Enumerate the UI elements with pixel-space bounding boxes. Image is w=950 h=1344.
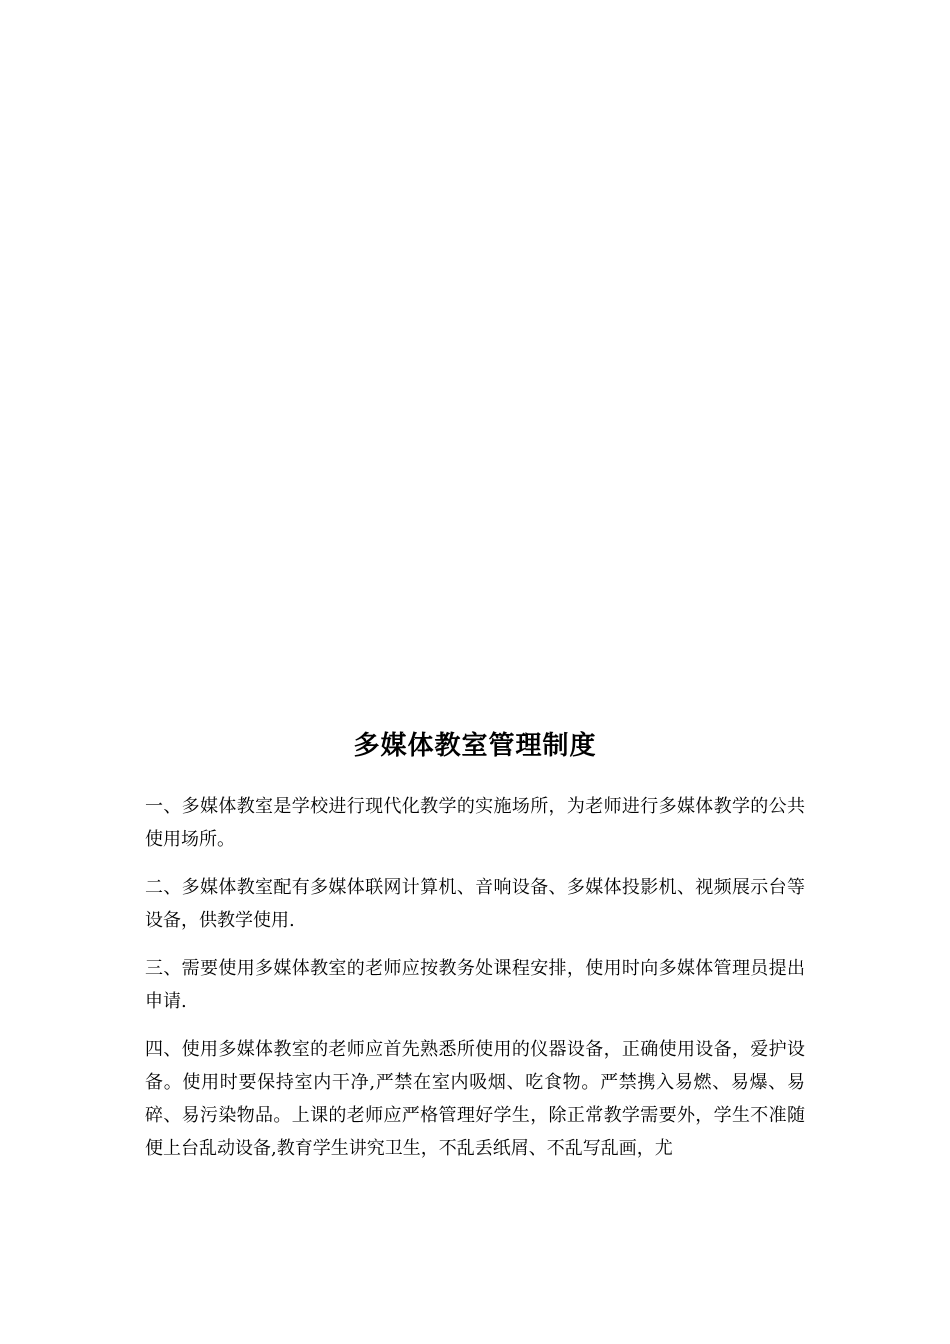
document-title: 多媒体教室管理制度: [353, 731, 597, 761]
paragraph-2: 二、多媒体教室配有多媒体联网计算机、音响设备、多媒体投影机、视频展示台等设备，供教学使用.: [145, 877, 805, 931]
paragraph-3: 三、需要使用多媒体教室的老师应按教务处课程安排，使用时向多媒体管理员提出申请.: [145, 958, 805, 1012]
document-body: [145, 790, 805, 1180]
paragraph-4: 四、使用多媒体教室的老师应首先熟悉所使用的仪器设备，正确使用设备，爱护设备。使用时要保持室内干净,严禁在室内吸烟、吃食物。严禁携入易燃、易爆、易碎、易污染物品。上课的老师应严格管理好学生，除正常教学需要外，学生不准随便上台乱动设备,教育学生讲究卫生，不乱丢纸屑、不乱写乱画，尤: [145, 1039, 805, 1159]
paragraph-1: 一、多媒体教室是学校进行现代化教学的实施场所，为老师进行多媒体教学的公共使用场所。: [145, 796, 805, 850]
